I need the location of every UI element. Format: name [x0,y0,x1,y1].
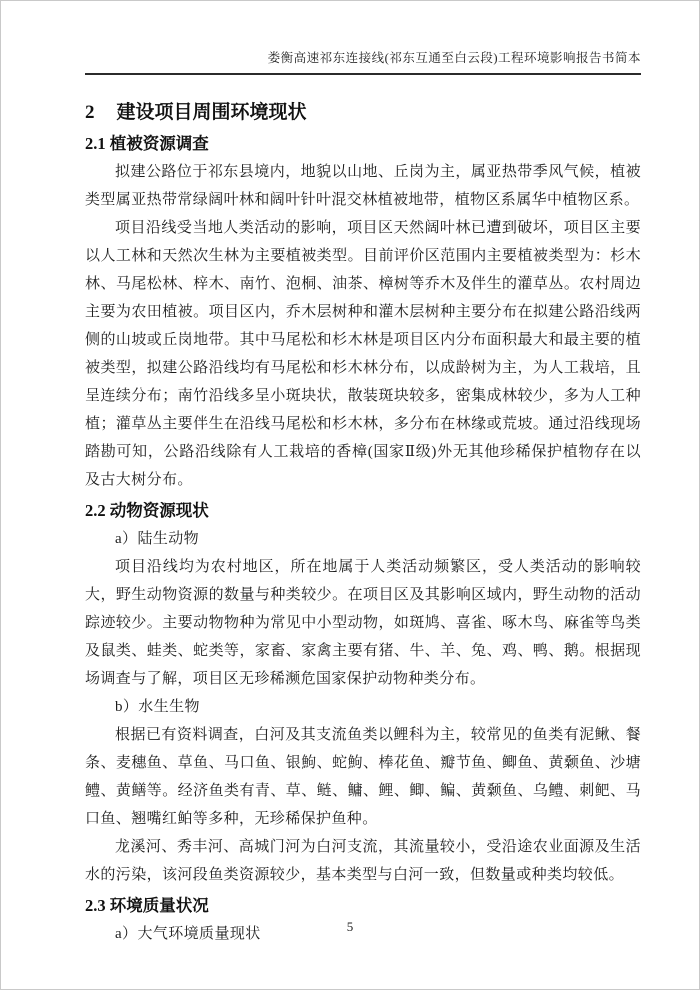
page-footer [1,919,699,935]
subsection-heading-2-1: 2.1 植被资源调查 [85,134,209,153]
page-header [85,49,641,75]
list-label-aquatic-life: b）水生生物 [115,699,200,715]
page-number: 5 [346,919,354,934]
paragraph-aquatic-life-1: 根据已有资料调查，白河及其支流鱼类以鲤科为主，较常见的鱼类有泥鳅、餐条、麦穗鱼、草鱼、马口鱼、银鮈、蛇鮈、棒花鱼、瓣节鱼、鲫鱼、黄颡鱼、沙塘鳢、黄鳝等。经济鱼类有青、草、鲢、鳙、鲤、鲫、鳊、黄颡鱼、乌鳢、刺鲃、马口鱼、翘嘴红鲌等多种，无珍稀保护鱼种。 [85,727,641,827]
subsection-heading-2-3: 2.3 环境质量状况 [85,896,209,915]
paragraph-vegetation-2: 项目沿线受当地人类活动的影响，项目区天然阔叶林已遭到破坏，项目区主要以人工林和天然次生林为主要植被类型。目前评价区范围内主要植被类型为：杉木林、马尾松林、梓木、南竹、泡桐、油茶、樟树等乔木及伴生的灌草丛。农村周边主要为农田植被。项目区内，乔木层树种和灌木层树种主要分布在拟建公路沿线两侧的山坡或丘岗地带。其中马尾松和杉木林是项目区内分布面积最大和最主要的植被类型，拟建公路沿线均有马尾松和杉木林分布，以成龄树为主，为人工栽培，且呈连续分布；南竹沿线多呈小斑块状，散装斑块较多，密集成林较少，多为人工种植；灌草丛主要伴生在沿线马尾松和杉木林，多分布在林缘或荒坡。通过沿线现场踏勘可知，公路沿线除有人工栽培的香樟(国家Ⅱ级)外无其他珍稀保护植物存在以及古大树分布。 [85,220,641,488]
section-number: 2 [85,102,95,123]
paragraph-aquatic-life-2: 龙溪河、秀丰河、高城门河为白河支流，其流量较小，受沿途农业面源及生活水的污染，该河段鱼类资源较少，基本类型与白河一致，但数量或种类均较低。 [85,839,641,883]
paragraph-vegetation-1: 拟建公路位于祁东县境内，地貌以山地、丘岗为主，属亚热带季风气候，植被类型属亚热带常绿阔叶林和阔叶针叶混交林植被地带，植物区系属华中植物区系。 [85,164,641,208]
list-label-terrestrial-animals: a）陆生动物 [115,531,200,547]
section-heading-2 [85,99,641,127]
list-label-air-quality: a）大气环境质量现状 [115,926,261,942]
header-title: 娄衡高速祁东连接线(祁东互通至白云段)工程环境影响报告书简本 [267,51,641,65]
subsection-heading-2-2: 2.2 动物资源现状 [85,501,209,520]
paragraph-terrestrial-animals: 项目沿线均为农村地区，所在地属于人类活动频繁区，受人类活动的影响较大，野生动物资源的数量与种类较少。在项目区及其影响区域内，野生动物的活动踪迹较少。主要动物物种为常见中小型动物，如斑鸠、喜雀、啄木鸟、麻雀等鸟类及鼠类、蛙类、蛇类等，家畜、家禽主要有猪、牛、羊、兔、鸡、鸭、鹅。根据现场调查与了解，项目区无珍稀濒危国家保护动物种类分布。 [85,559,641,687]
page-content [85,49,641,948]
section-title: 建设项目周围环境现状 [116,102,307,123]
